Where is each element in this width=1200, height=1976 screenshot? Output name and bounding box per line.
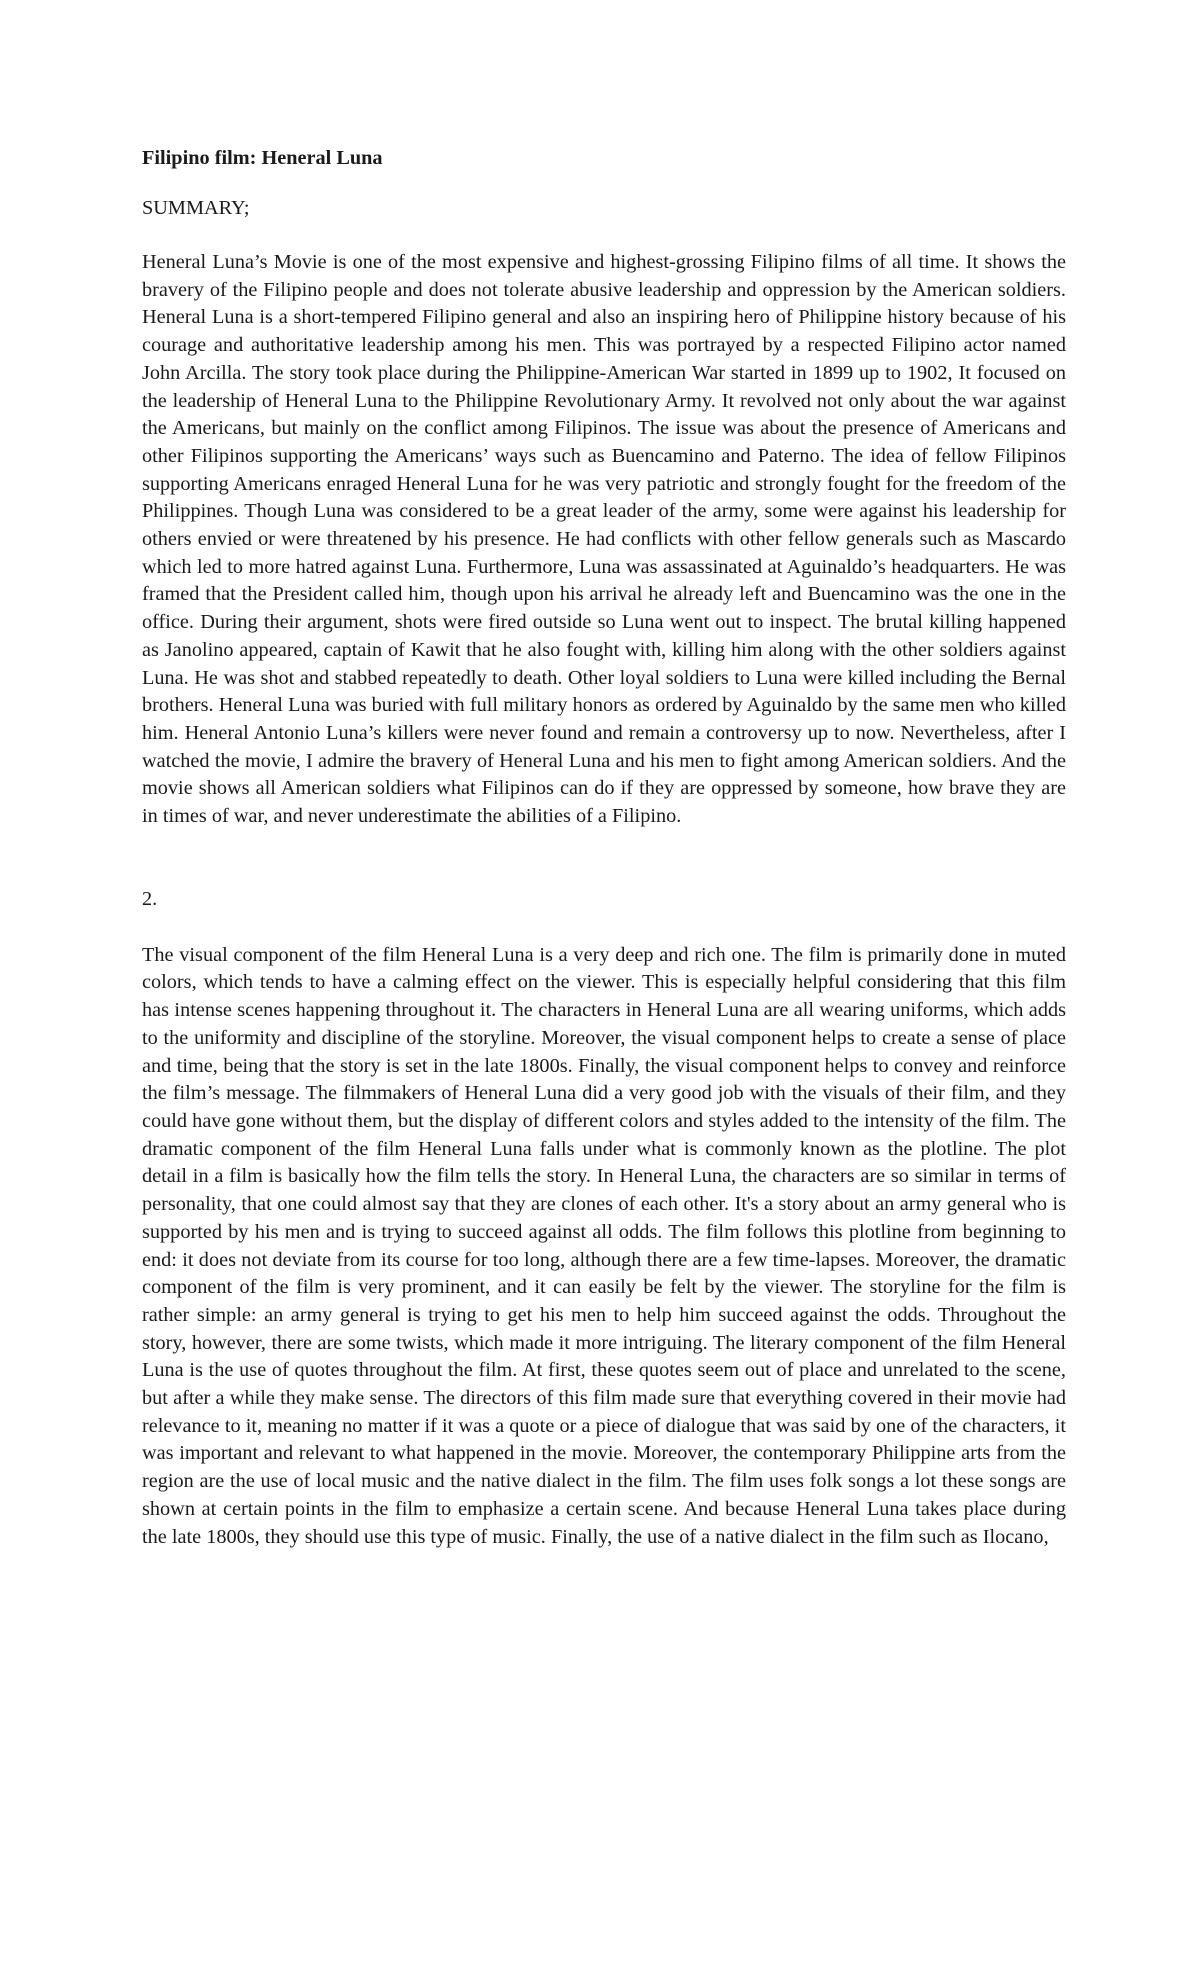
document-body bbox=[142, 145, 1066, 1551]
section-number: 2. bbox=[142, 887, 158, 910]
analysis-paragraph: The visual component of the film Heneral Luna is a very deep and rich one. The film is primarily done in muted colors, which tends to have a calming effect on the viewer. This is especially helpful considering that this film has intense scenes happening throughout it. The characters in Heneral Luna are all wearing uniforms, which adds to the uniformity and discipline of the storyline. Moreover, the visual component helps to create a sense of place and time, being that the story is set in the late 1800s. Finally, the visual component helps to convey and reinforce the film’s message. The filmmakers of Heneral Luna did a very good job with the visuals of their film, and they could have gone without them, but the display of different colors and styles added to the intensity of the film. The dramatic component of the film Heneral Luna falls under what is commonly known as the plotline. The plot detail in a film is basically how the film tells the story. In Heneral Luna, the characters are so similar in terms of personality, that one could almost say that they are clones of each other. It's a story about an army general who is supported by his men and is trying to succeed against all odds. The film follows this plotline from beginning to end: it does not deviate from its course for too long, although there are a few time-lapses. Moreover, the dramatic component of the film is very prominent, and it can easily be felt by the viewer. The storyline for the film is rather simple: an army general is trying to get his men to help him succeed against the odds. Throughout the story, however, there are some twists, which made it more intriguing. The literary component of the film Heneral Luna is the use of quotes throughout the film. At first, these quotes seem out of place and unrelated to the scene, but after a while they make sense. The directors of this film made sure that everything covered in their movie had relevance to it, meaning no matter if it was a quote or a piece of dialogue that was said by one of the characters, it was important and relevant to what happened in the movie. Moreover, the contemporary Philippine arts from the region are the use of local music and the native dialect in the film. The film uses folk songs a lot these songs are shown at certain points in the film to emphasize a certain scene. And because Heneral Luna takes place during the late 1800s, they should use this type of music. Finally, the use of a native dialect in the film such as Ilocano, bbox=[142, 943, 1066, 1548]
summary-heading: SUMMARY; bbox=[142, 197, 250, 219]
document-title: Filipino film: Heneral Luna bbox=[142, 147, 383, 169]
summary-paragraph: Heneral Luna’s Movie is one of the most expensive and highest-grossing Filipino films of all time. It shows the bravery of the Filipino people and does not tolerate abusive leadership and oppression by the American soldiers. Heneral Luna is a short-tempered Filipino general and also an inspiring hero of Philippine history because of his courage and authoritative leadership among his men. This was portrayed by a respected Filipino actor named John Arcilla. The story took place during the Philippine-American War started in 1899 up to 1902, It focused on the leadership of Heneral Luna to the Philippine Revolutionary Army. It revolved not only about the war against the Americans, but mainly on the conflict among Filipinos. The issue was about the presence of Americans and other Filipinos supporting the Americans’ ways such as Buencamino and Paterno. The idea of fellow Filipinos supporting Americans enraged Heneral Luna for he was very patriotic and strongly fought for the freedom of the Philippines. Though Luna was considered to be a great leader of the army, some were against his leadership for others envied or were threatened by his presence. He had conflicts with other fellow generals such as Mascardo which led to more hatred against Luna. Furthermore, Luna was assassinated at Aguinaldo’s headquarters. He was framed that the President called him, though upon his arrival he already left and Buencamino was the one in the office. During their argument, shots were fired outside so Luna went out to inspect. The brutal killing happened as Janolino appeared, captain of Kawit that he also fought with, killing him along with the other soldiers against Luna. He was shot and stabbed repeatedly to death. Other loyal soldiers to Luna were killed including the Bernal brothers. Heneral Luna was buried with full military honors as ordered by Aguinaldo by the same men who killed him. Heneral Antonio Luna’s killers were never found and remain a controversy up to now. Nevertheless, after I watched the movie, I admire the bravery of Heneral Luna and his men to fight among American soldiers. And the movie shows all American soldiers what Filipinos can do if they are oppressed by someone, how brave they are in times of war, and never underestimate the abilities of a Filipino. bbox=[142, 251, 1066, 828]
